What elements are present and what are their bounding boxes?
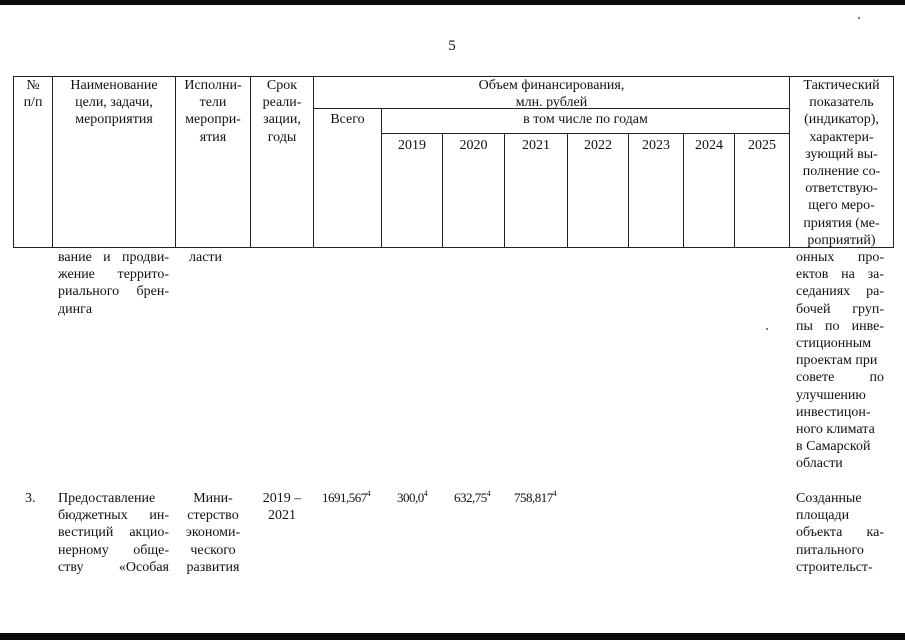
scan-top-edge [0,0,905,5]
row3-number: 3. [25,491,36,506]
row3-indicator: Созданные площади объекта ка- питального строительст- [796,491,884,575]
continuation-name: вание и продви- жение террито- риального брен- динга [58,250,169,317]
page-number: 5 [448,38,456,54]
row3-2021: 758,817$^4$ [514,489,557,505]
header-financing: Объем финансирования, млн. рублей [478,78,625,111]
row3-2019: 300,0$^4$ [397,489,428,505]
header-year: 2019 [398,138,426,153]
row3-name: Предоставление бюджетных ин- вестиций акцио- нерному обще- ству «Особая [58,491,169,575]
scan-bottom-edge [0,633,905,640]
row3-total: 1691,567$^4$ [322,489,371,505]
row3-term: 2019 – 2021 [262,491,302,524]
scan-speck [766,328,768,330]
continuation-executor: ласти [189,250,223,265]
continuation-indicator: онных про- ектов на за- седаниях ра- бочей груп- пы по инве- стиционным проектам при совете по улучшению инвестицон- ного климата в Самарской области [796,250,884,472]
header-year: 2022 [584,138,612,153]
header-executors: Исполни- тели меропри- ятия [184,78,242,145]
header-year: 2024 [695,138,723,153]
header-year: 2023 [642,138,670,153]
scan-speck [858,17,860,19]
header-number: № п/п [23,78,43,111]
header-name: Наименование цели, задачи, мероприятия [70,78,158,128]
header-total: Всего [330,112,365,127]
header-year: 2025 [748,138,776,153]
header-indicator: Тактический показатель (индикатор), характери- зующий вы- полнение со- ответствую- щего меро- приятия (ме- роприятий) [802,78,881,248]
header-term: Срок реали- зации, годы [262,78,302,145]
header-year: 2021 [522,138,550,153]
header-by-years: в том числе по годам [523,112,648,127]
header-year: 2020 [459,138,488,153]
row3-executor: Мини- стерство экономи- ческого развития [185,491,241,575]
row3-2020: 632,75$^4$ [454,489,491,505]
